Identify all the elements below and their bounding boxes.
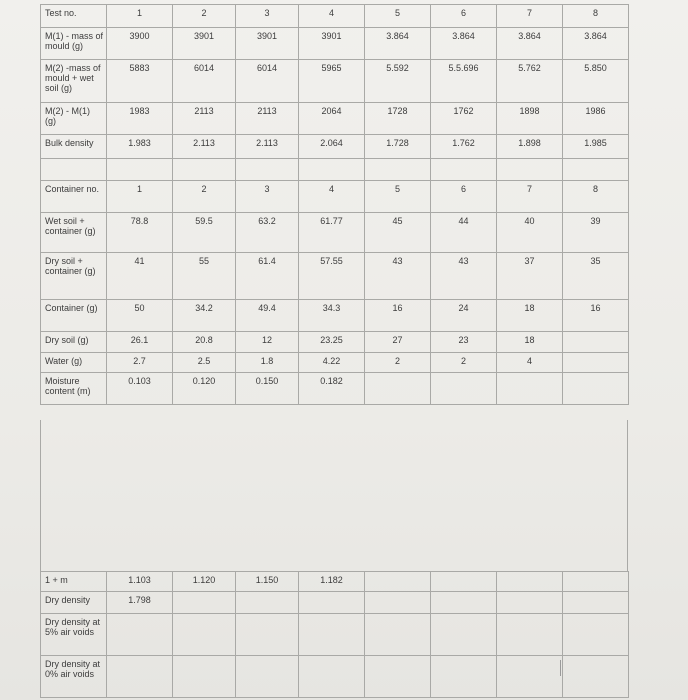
compaction-test-table [40,4,629,405]
table-cell [563,373,629,405]
table-cell: 5.762 [497,60,563,103]
table-cell [563,592,629,614]
table-cell: 57.55 [299,253,365,300]
table-cell: 3901 [173,28,236,60]
table-cell [365,373,431,405]
table-cell: 78.8 [107,213,173,253]
table-cell: 1.120 [173,572,236,592]
table-cell: 8 [563,181,629,213]
row-label: Wet soil + container (g) [41,213,107,253]
table-cell: 1762 [431,103,497,135]
table-cell: 5965 [299,60,365,103]
table-row [41,28,629,60]
table-cell: 5.592 [365,60,431,103]
table-cell: 6014 [173,60,236,103]
table-cell: 5883 [107,60,173,103]
table-cell [563,159,629,181]
table-cell: 3901 [299,28,365,60]
table-cell: 2 [173,5,236,28]
table-cell [365,159,431,181]
table-cell: 2 [365,353,431,373]
table-cell: 20.8 [173,332,236,353]
table-cell: 6 [431,181,497,213]
table-cell: 16 [365,300,431,332]
table-cell: 3.864 [563,28,629,60]
table-cell [563,614,629,656]
table-cell [299,592,365,614]
table-row [41,103,629,135]
table-cell: 7 [497,5,563,28]
row-label: M(2) -mass of mould + wet soil (g) [41,60,107,103]
table-cell: 61.77 [299,213,365,253]
table-cell: 5 [365,181,431,213]
table-row [41,181,629,213]
table-row [41,213,629,253]
table-cell [107,656,173,698]
table-cell: 7 [497,181,563,213]
table-cell: 0.150 [236,373,299,405]
table-cell: 49.4 [236,300,299,332]
dry-density-table [40,571,629,698]
table-cell: 41 [107,253,173,300]
row-label: Dry density at 5% air voids [41,614,107,656]
table-cell: 2 [431,353,497,373]
row-label: M(1) - mass of mould (g) [41,28,107,60]
table-cell: 40 [497,213,563,253]
table-row [41,135,629,159]
table-cell: 26.1 [107,332,173,353]
table-row [41,353,629,373]
table-cell [236,159,299,181]
table-cell [497,572,563,592]
table-cell [107,159,173,181]
table-cell [497,592,563,614]
table-cell: 2.113 [236,135,299,159]
table-cell: 61.4 [236,253,299,300]
table-row [41,656,629,698]
table-row [41,253,629,300]
table-cell: 0.182 [299,373,365,405]
row-label: Water (g) [41,353,107,373]
row-label: M(2) - M(1) (g) [41,103,107,135]
table-cell: 23.25 [299,332,365,353]
table-cell: 43 [365,253,431,300]
table-cell: 3 [236,181,299,213]
table-cell [431,614,497,656]
table-cell: 12 [236,332,299,353]
table-cell: 1983 [107,103,173,135]
table-cell: 2113 [173,103,236,135]
table-cell [173,656,236,698]
table-cell [299,614,365,656]
table-cell: 39 [563,213,629,253]
table-cell: 1986 [563,103,629,135]
table-cell [107,614,173,656]
table-cell [365,614,431,656]
table-cell: 16 [563,300,629,332]
table-cell: 2064 [299,103,365,135]
row-label: Dry density at 0% air voids [41,656,107,698]
table-cell: 45 [365,213,431,253]
table-cell [236,656,299,698]
row-label: Moisture content (m) [41,373,107,405]
row-label: Container no. [41,181,107,213]
table-cell: 2.113 [173,135,236,159]
table-cell: 59.5 [173,213,236,253]
pencil-mark [560,660,561,676]
table-cell [365,592,431,614]
table-cell: 1.798 [107,592,173,614]
table-cell: 18 [497,300,563,332]
table-cell [431,159,497,181]
table-row [41,332,629,353]
table-cell: 24 [431,300,497,332]
table-cell: 1.103 [107,572,173,592]
table-row [41,614,629,656]
row-label: Test no. [41,5,107,28]
row-label: Dry density [41,592,107,614]
table-cell: 1.983 [107,135,173,159]
table-cell: 3.864 [497,28,563,60]
row-label: Bulk density [41,135,107,159]
table-cell: 3900 [107,28,173,60]
table-cell [299,159,365,181]
table-cell: 63.2 [236,213,299,253]
blank-area [40,420,628,571]
table-cell [563,572,629,592]
table-cell [431,656,497,698]
table-cell: 1898 [497,103,563,135]
table-cell [236,592,299,614]
table-cell: 34.2 [173,300,236,332]
table-cell: 2.064 [299,135,365,159]
table-cell [173,592,236,614]
row-label: Container (g) [41,300,107,332]
row-label: Dry soil + container (g) [41,253,107,300]
table-cell: 5.850 [563,60,629,103]
table-cell: 1.182 [299,572,365,592]
row-label: Dry soil (g) [41,332,107,353]
table-cell: 5.5.696 [431,60,497,103]
table-cell: 4 [299,5,365,28]
table-cell: 1 [107,5,173,28]
table-cell: 3.864 [365,28,431,60]
table-cell: 35 [563,253,629,300]
table-cell: 18 [497,332,563,353]
table-cell [563,353,629,373]
table-cell: 6014 [236,60,299,103]
table-cell: 1 [107,181,173,213]
table-cell: 23 [431,332,497,353]
table-cell: 3 [236,5,299,28]
table-cell: 34.3 [299,300,365,332]
table-cell: 0.120 [173,373,236,405]
table-cell [365,572,431,592]
table-cell: 1728 [365,103,431,135]
table-cell: 1.150 [236,572,299,592]
table-cell: 37 [497,253,563,300]
row-label [41,159,107,181]
table-cell: 6 [431,5,497,28]
table-cell: 4 [299,181,365,213]
table-cell: 2 [173,181,236,213]
table-cell [497,373,563,405]
table-row [41,60,629,103]
table-cell: 1.728 [365,135,431,159]
row-label: 1 + m [41,572,107,592]
table-cell [497,614,563,656]
table-cell [173,159,236,181]
table-row [41,300,629,332]
table-cell: 27 [365,332,431,353]
table-cell: 5 [365,5,431,28]
table-cell: 8 [563,5,629,28]
table-cell [431,572,497,592]
table-cell [236,614,299,656]
table-cell [431,592,497,614]
table-cell [431,373,497,405]
table-cell: 4.22 [299,353,365,373]
table-cell [173,614,236,656]
table-cell: 3.864 [431,28,497,60]
table-cell [563,656,629,698]
table-cell: 4 [497,353,563,373]
table-cell: 43 [431,253,497,300]
table-cell: 3901 [236,28,299,60]
table-cell: 0.103 [107,373,173,405]
table-cell: 2.5 [173,353,236,373]
table-cell [365,656,431,698]
table-cell [563,332,629,353]
table-row [41,592,629,614]
table-cell: 50 [107,300,173,332]
table-cell: 1.985 [563,135,629,159]
table-row [41,572,629,592]
table-cell: 2113 [236,103,299,135]
table-row [41,5,629,28]
table-cell [299,656,365,698]
table-cell [497,159,563,181]
table-cell [497,656,563,698]
table-cell: 1.762 [431,135,497,159]
table-cell: 2.7 [107,353,173,373]
table-cell: 55 [173,253,236,300]
table-cell: 1.898 [497,135,563,159]
table-row [41,159,629,181]
table-row [41,373,629,405]
table-cell: 44 [431,213,497,253]
table-cell: 1.8 [236,353,299,373]
